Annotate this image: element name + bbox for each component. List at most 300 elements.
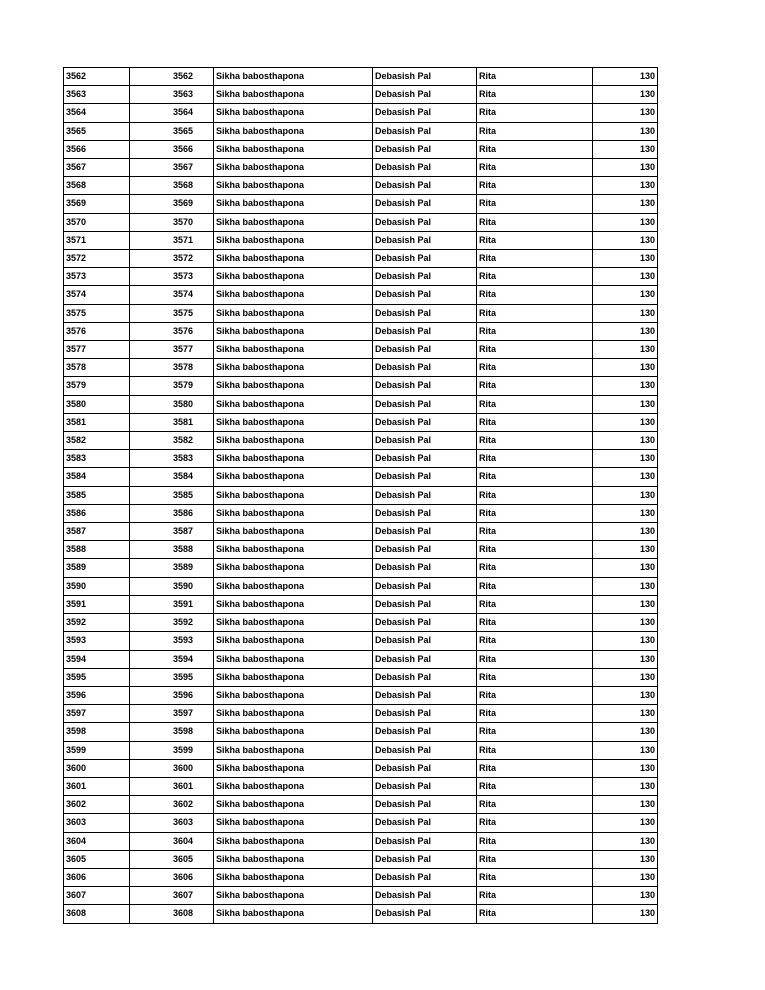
amount-cell: 130 <box>593 286 658 304</box>
ref-cell: Rita <box>477 395 593 413</box>
person-cell: Debasish Pal <box>373 887 477 905</box>
serial-cell: 3596 <box>130 686 214 704</box>
name-cell: Sikha babosthapona <box>214 523 373 541</box>
serial-cell: 3571 <box>130 231 214 249</box>
person-cell: Debasish Pal <box>373 905 477 923</box>
table-row <box>64 231 658 249</box>
person-cell: Debasish Pal <box>373 759 477 777</box>
person-cell: Debasish Pal <box>373 777 477 795</box>
amount-cell: 130 <box>593 250 658 268</box>
name-cell: Sikha babosthapona <box>214 68 373 86</box>
amount-cell: 130 <box>593 850 658 868</box>
amount-cell: 130 <box>593 777 658 795</box>
table-row <box>64 595 658 613</box>
serial-cell: 3577 <box>130 341 214 359</box>
name-cell: Sikha babosthapona <box>214 777 373 795</box>
ref-cell: Rita <box>477 632 593 650</box>
table-row <box>64 541 658 559</box>
table-row <box>64 140 658 158</box>
amount-cell: 130 <box>593 122 658 140</box>
ref-cell: Rita <box>477 796 593 814</box>
serial-cell: 3562 <box>130 68 214 86</box>
serial-cell: 3601 <box>130 777 214 795</box>
id-cell: 3565 <box>64 122 130 140</box>
person-cell: Debasish Pal <box>373 68 477 86</box>
person-cell: Debasish Pal <box>373 468 477 486</box>
ref-cell: Rita <box>477 668 593 686</box>
id-cell: 3566 <box>64 140 130 158</box>
id-cell: 3589 <box>64 559 130 577</box>
ref-cell: Rita <box>477 486 593 504</box>
table-row <box>64 486 658 504</box>
serial-cell: 3583 <box>130 450 214 468</box>
table-row <box>64 213 658 231</box>
ref-cell: Rita <box>477 868 593 886</box>
amount-cell: 130 <box>593 86 658 104</box>
serial-cell: 3589 <box>130 559 214 577</box>
name-cell: Sikha babosthapona <box>214 504 373 522</box>
serial-cell: 3606 <box>130 868 214 886</box>
person-cell: Debasish Pal <box>373 577 477 595</box>
person-cell: Debasish Pal <box>373 723 477 741</box>
person-cell: Debasish Pal <box>373 122 477 140</box>
ref-cell: Rita <box>477 686 593 704</box>
name-cell: Sikha babosthapona <box>214 632 373 650</box>
serial-cell: 3593 <box>130 632 214 650</box>
serial-cell: 3592 <box>130 614 214 632</box>
ref-cell: Rita <box>477 832 593 850</box>
name-cell: Sikha babosthapona <box>214 705 373 723</box>
ref-cell: Rita <box>477 140 593 158</box>
name-cell: Sikha babosthapona <box>214 814 373 832</box>
name-cell: Sikha babosthapona <box>214 832 373 850</box>
name-cell: Sikha babosthapona <box>214 759 373 777</box>
person-cell: Debasish Pal <box>373 159 477 177</box>
amount-cell: 130 <box>593 68 658 86</box>
table-body <box>64 68 658 924</box>
id-cell: 3574 <box>64 286 130 304</box>
table-row <box>64 723 658 741</box>
serial-cell: 3604 <box>130 832 214 850</box>
person-cell: Debasish Pal <box>373 668 477 686</box>
table-row <box>64 250 658 268</box>
name-cell: Sikha babosthapona <box>214 650 373 668</box>
ref-cell: Rita <box>477 177 593 195</box>
amount-cell: 130 <box>593 395 658 413</box>
table-row <box>64 632 658 650</box>
serial-cell: 3563 <box>130 86 214 104</box>
id-cell: 3596 <box>64 686 130 704</box>
ref-cell: Rita <box>477 705 593 723</box>
table-row <box>64 504 658 522</box>
name-cell: Sikha babosthapona <box>214 541 373 559</box>
amount-cell: 130 <box>593 450 658 468</box>
id-cell: 3564 <box>64 104 130 122</box>
table-row <box>64 268 658 286</box>
serial-cell: 3591 <box>130 595 214 613</box>
data-table <box>63 67 658 924</box>
serial-cell: 3566 <box>130 140 214 158</box>
name-cell: Sikha babosthapona <box>214 122 373 140</box>
id-cell: 3568 <box>64 177 130 195</box>
table-row <box>64 614 658 632</box>
name-cell: Sikha babosthapona <box>214 213 373 231</box>
serial-cell: 3584 <box>130 468 214 486</box>
person-cell: Debasish Pal <box>373 359 477 377</box>
id-cell: 3573 <box>64 268 130 286</box>
ref-cell: Rita <box>477 741 593 759</box>
id-cell: 3597 <box>64 705 130 723</box>
ref-cell: Rita <box>477 577 593 595</box>
table-row <box>64 159 658 177</box>
table-row <box>64 577 658 595</box>
ref-cell: Rita <box>477 413 593 431</box>
serial-cell: 3602 <box>130 796 214 814</box>
id-cell: 3570 <box>64 213 130 231</box>
ref-cell: Rita <box>477 541 593 559</box>
id-cell: 3593 <box>64 632 130 650</box>
id-cell: 3599 <box>64 741 130 759</box>
name-cell: Sikha babosthapona <box>214 159 373 177</box>
person-cell: Debasish Pal <box>373 650 477 668</box>
table-row <box>64 887 658 905</box>
serial-cell: 3581 <box>130 413 214 431</box>
id-cell: 3569 <box>64 195 130 213</box>
name-cell: Sikha babosthapona <box>214 140 373 158</box>
person-cell: Debasish Pal <box>373 814 477 832</box>
ref-cell: Rita <box>477 759 593 777</box>
name-cell: Sikha babosthapona <box>214 450 373 468</box>
id-cell: 3586 <box>64 504 130 522</box>
name-cell: Sikha babosthapona <box>214 286 373 304</box>
amount-cell: 130 <box>593 413 658 431</box>
person-cell: Debasish Pal <box>373 686 477 704</box>
table-row <box>64 450 658 468</box>
name-cell: Sikha babosthapona <box>214 486 373 504</box>
table-row <box>64 814 658 832</box>
amount-cell: 130 <box>593 486 658 504</box>
id-cell: 3567 <box>64 159 130 177</box>
amount-cell: 130 <box>593 140 658 158</box>
table-row <box>64 705 658 723</box>
amount-cell: 130 <box>593 887 658 905</box>
serial-cell: 3570 <box>130 213 214 231</box>
name-cell: Sikha babosthapona <box>214 341 373 359</box>
table-row <box>64 432 658 450</box>
person-cell: Debasish Pal <box>373 177 477 195</box>
table-row <box>64 413 658 431</box>
person-cell: Debasish Pal <box>373 523 477 541</box>
id-cell: 3600 <box>64 759 130 777</box>
ref-cell: Rita <box>477 468 593 486</box>
serial-cell: 3572 <box>130 250 214 268</box>
amount-cell: 130 <box>593 595 658 613</box>
amount-cell: 130 <box>593 432 658 450</box>
person-cell: Debasish Pal <box>373 268 477 286</box>
ref-cell: Rita <box>477 122 593 140</box>
serial-cell: 3582 <box>130 432 214 450</box>
name-cell: Sikha babosthapona <box>214 668 373 686</box>
name-cell: Sikha babosthapona <box>214 231 373 249</box>
id-cell: 3588 <box>64 541 130 559</box>
person-cell: Debasish Pal <box>373 140 477 158</box>
amount-cell: 130 <box>593 650 658 668</box>
id-cell: 3605 <box>64 850 130 868</box>
amount-cell: 130 <box>593 559 658 577</box>
ref-cell: Rita <box>477 614 593 632</box>
amount-cell: 130 <box>593 741 658 759</box>
person-cell: Debasish Pal <box>373 395 477 413</box>
id-cell: 3595 <box>64 668 130 686</box>
person-cell: Debasish Pal <box>373 286 477 304</box>
table-row <box>64 359 658 377</box>
serial-cell: 3598 <box>130 723 214 741</box>
ref-cell: Rita <box>477 213 593 231</box>
ref-cell: Rita <box>477 250 593 268</box>
name-cell: Sikha babosthapona <box>214 250 373 268</box>
name-cell: Sikha babosthapona <box>214 595 373 613</box>
amount-cell: 130 <box>593 541 658 559</box>
id-cell: 3590 <box>64 577 130 595</box>
person-cell: Debasish Pal <box>373 614 477 632</box>
id-cell: 3572 <box>64 250 130 268</box>
serial-cell: 3564 <box>130 104 214 122</box>
serial-cell: 3569 <box>130 195 214 213</box>
person-cell: Debasish Pal <box>373 541 477 559</box>
amount-cell: 130 <box>593 377 658 395</box>
name-cell: Sikha babosthapona <box>214 395 373 413</box>
ref-cell: Rita <box>477 777 593 795</box>
name-cell: Sikha babosthapona <box>214 741 373 759</box>
person-cell: Debasish Pal <box>373 595 477 613</box>
id-cell: 3577 <box>64 341 130 359</box>
serial-cell: 3578 <box>130 359 214 377</box>
name-cell: Sikha babosthapona <box>214 104 373 122</box>
amount-cell: 130 <box>593 832 658 850</box>
serial-cell: 3599 <box>130 741 214 759</box>
person-cell: Debasish Pal <box>373 213 477 231</box>
table-row <box>64 523 658 541</box>
id-cell: 3584 <box>64 468 130 486</box>
ref-cell: Rita <box>477 286 593 304</box>
name-cell: Sikha babosthapona <box>214 359 373 377</box>
amount-cell: 130 <box>593 159 658 177</box>
name-cell: Sikha babosthapona <box>214 905 373 923</box>
serial-cell: 3608 <box>130 905 214 923</box>
amount-cell: 130 <box>593 686 658 704</box>
name-cell: Sikha babosthapona <box>214 723 373 741</box>
table-row <box>64 341 658 359</box>
amount-cell: 130 <box>593 523 658 541</box>
ref-cell: Rita <box>477 450 593 468</box>
data-table-container <box>63 67 655 924</box>
table-row <box>64 777 658 795</box>
name-cell: Sikha babosthapona <box>214 850 373 868</box>
id-cell: 3601 <box>64 777 130 795</box>
amount-cell: 130 <box>593 796 658 814</box>
table-row <box>64 377 658 395</box>
serial-cell: 3603 <box>130 814 214 832</box>
ref-cell: Rita <box>477 559 593 577</box>
serial-cell: 3607 <box>130 887 214 905</box>
amount-cell: 130 <box>593 868 658 886</box>
person-cell: Debasish Pal <box>373 195 477 213</box>
id-cell: 3581 <box>64 413 130 431</box>
name-cell: Sikha babosthapona <box>214 432 373 450</box>
id-cell: 3608 <box>64 905 130 923</box>
amount-cell: 130 <box>593 213 658 231</box>
person-cell: Debasish Pal <box>373 486 477 504</box>
person-cell: Debasish Pal <box>373 632 477 650</box>
ref-cell: Rita <box>477 432 593 450</box>
table-row <box>64 905 658 923</box>
id-cell: 3582 <box>64 432 130 450</box>
table-row <box>64 104 658 122</box>
table-row <box>64 832 658 850</box>
table-row <box>64 286 658 304</box>
ref-cell: Rita <box>477 231 593 249</box>
id-cell: 3580 <box>64 395 130 413</box>
person-cell: Debasish Pal <box>373 304 477 322</box>
serial-cell: 3565 <box>130 122 214 140</box>
id-cell: 3606 <box>64 868 130 886</box>
ref-cell: Rita <box>477 814 593 832</box>
id-cell: 3604 <box>64 832 130 850</box>
id-cell: 3562 <box>64 68 130 86</box>
person-cell: Debasish Pal <box>373 250 477 268</box>
name-cell: Sikha babosthapona <box>214 468 373 486</box>
person-cell: Debasish Pal <box>373 377 477 395</box>
amount-cell: 130 <box>593 504 658 522</box>
amount-cell: 130 <box>593 759 658 777</box>
table-row <box>64 468 658 486</box>
person-cell: Debasish Pal <box>373 413 477 431</box>
serial-cell: 3574 <box>130 286 214 304</box>
name-cell: Sikha babosthapona <box>214 887 373 905</box>
serial-cell: 3588 <box>130 541 214 559</box>
ref-cell: Rita <box>477 68 593 86</box>
amount-cell: 130 <box>593 359 658 377</box>
ref-cell: Rita <box>477 322 593 340</box>
serial-cell: 3575 <box>130 304 214 322</box>
name-cell: Sikha babosthapona <box>214 614 373 632</box>
table-row <box>64 559 658 577</box>
table-row <box>64 850 658 868</box>
serial-cell: 3605 <box>130 850 214 868</box>
person-cell: Debasish Pal <box>373 705 477 723</box>
table-row <box>64 122 658 140</box>
name-cell: Sikha babosthapona <box>214 686 373 704</box>
person-cell: Debasish Pal <box>373 832 477 850</box>
serial-cell: 3567 <box>130 159 214 177</box>
table-row <box>64 177 658 195</box>
amount-cell: 130 <box>593 195 658 213</box>
person-cell: Debasish Pal <box>373 432 477 450</box>
person-cell: Debasish Pal <box>373 796 477 814</box>
person-cell: Debasish Pal <box>373 741 477 759</box>
id-cell: 3591 <box>64 595 130 613</box>
person-cell: Debasish Pal <box>373 868 477 886</box>
name-cell: Sikha babosthapona <box>214 868 373 886</box>
table-row <box>64 650 658 668</box>
person-cell: Debasish Pal <box>373 231 477 249</box>
name-cell: Sikha babosthapona <box>214 268 373 286</box>
id-cell: 3603 <box>64 814 130 832</box>
table-row <box>64 868 658 886</box>
person-cell: Debasish Pal <box>373 86 477 104</box>
id-cell: 3578 <box>64 359 130 377</box>
name-cell: Sikha babosthapona <box>214 195 373 213</box>
serial-cell: 3586 <box>130 504 214 522</box>
table-row <box>64 741 658 759</box>
name-cell: Sikha babosthapona <box>214 86 373 104</box>
name-cell: Sikha babosthapona <box>214 413 373 431</box>
name-cell: Sikha babosthapona <box>214 177 373 195</box>
id-cell: 3571 <box>64 231 130 249</box>
ref-cell: Rita <box>477 341 593 359</box>
amount-cell: 130 <box>593 231 658 249</box>
person-cell: Debasish Pal <box>373 322 477 340</box>
serial-cell: 3576 <box>130 322 214 340</box>
name-cell: Sikha babosthapona <box>214 377 373 395</box>
table-row <box>64 395 658 413</box>
person-cell: Debasish Pal <box>373 341 477 359</box>
id-cell: 3576 <box>64 322 130 340</box>
serial-cell: 3587 <box>130 523 214 541</box>
ref-cell: Rita <box>477 595 593 613</box>
serial-cell: 3595 <box>130 668 214 686</box>
ref-cell: Rita <box>477 723 593 741</box>
ref-cell: Rita <box>477 377 593 395</box>
serial-cell: 3585 <box>130 486 214 504</box>
ref-cell: Rita <box>477 905 593 923</box>
ref-cell: Rita <box>477 523 593 541</box>
serial-cell: 3590 <box>130 577 214 595</box>
name-cell: Sikha babosthapona <box>214 577 373 595</box>
amount-cell: 130 <box>593 614 658 632</box>
id-cell: 3575 <box>64 304 130 322</box>
table-row <box>64 686 658 704</box>
name-cell: Sikha babosthapona <box>214 796 373 814</box>
person-cell: Debasish Pal <box>373 504 477 522</box>
ref-cell: Rita <box>477 850 593 868</box>
serial-cell: 3597 <box>130 705 214 723</box>
amount-cell: 130 <box>593 705 658 723</box>
serial-cell: 3580 <box>130 395 214 413</box>
serial-cell: 3573 <box>130 268 214 286</box>
id-cell: 3585 <box>64 486 130 504</box>
table-row <box>64 796 658 814</box>
name-cell: Sikha babosthapona <box>214 322 373 340</box>
amount-cell: 130 <box>593 723 658 741</box>
id-cell: 3579 <box>64 377 130 395</box>
table-row <box>64 759 658 777</box>
amount-cell: 130 <box>593 577 658 595</box>
ref-cell: Rita <box>477 86 593 104</box>
amount-cell: 130 <box>593 468 658 486</box>
table-row <box>64 86 658 104</box>
amount-cell: 130 <box>593 304 658 322</box>
id-cell: 3598 <box>64 723 130 741</box>
table-row <box>64 304 658 322</box>
ref-cell: Rita <box>477 887 593 905</box>
ref-cell: Rita <box>477 359 593 377</box>
amount-cell: 130 <box>593 814 658 832</box>
id-cell: 3563 <box>64 86 130 104</box>
amount-cell: 130 <box>593 104 658 122</box>
amount-cell: 130 <box>593 905 658 923</box>
table-row <box>64 668 658 686</box>
